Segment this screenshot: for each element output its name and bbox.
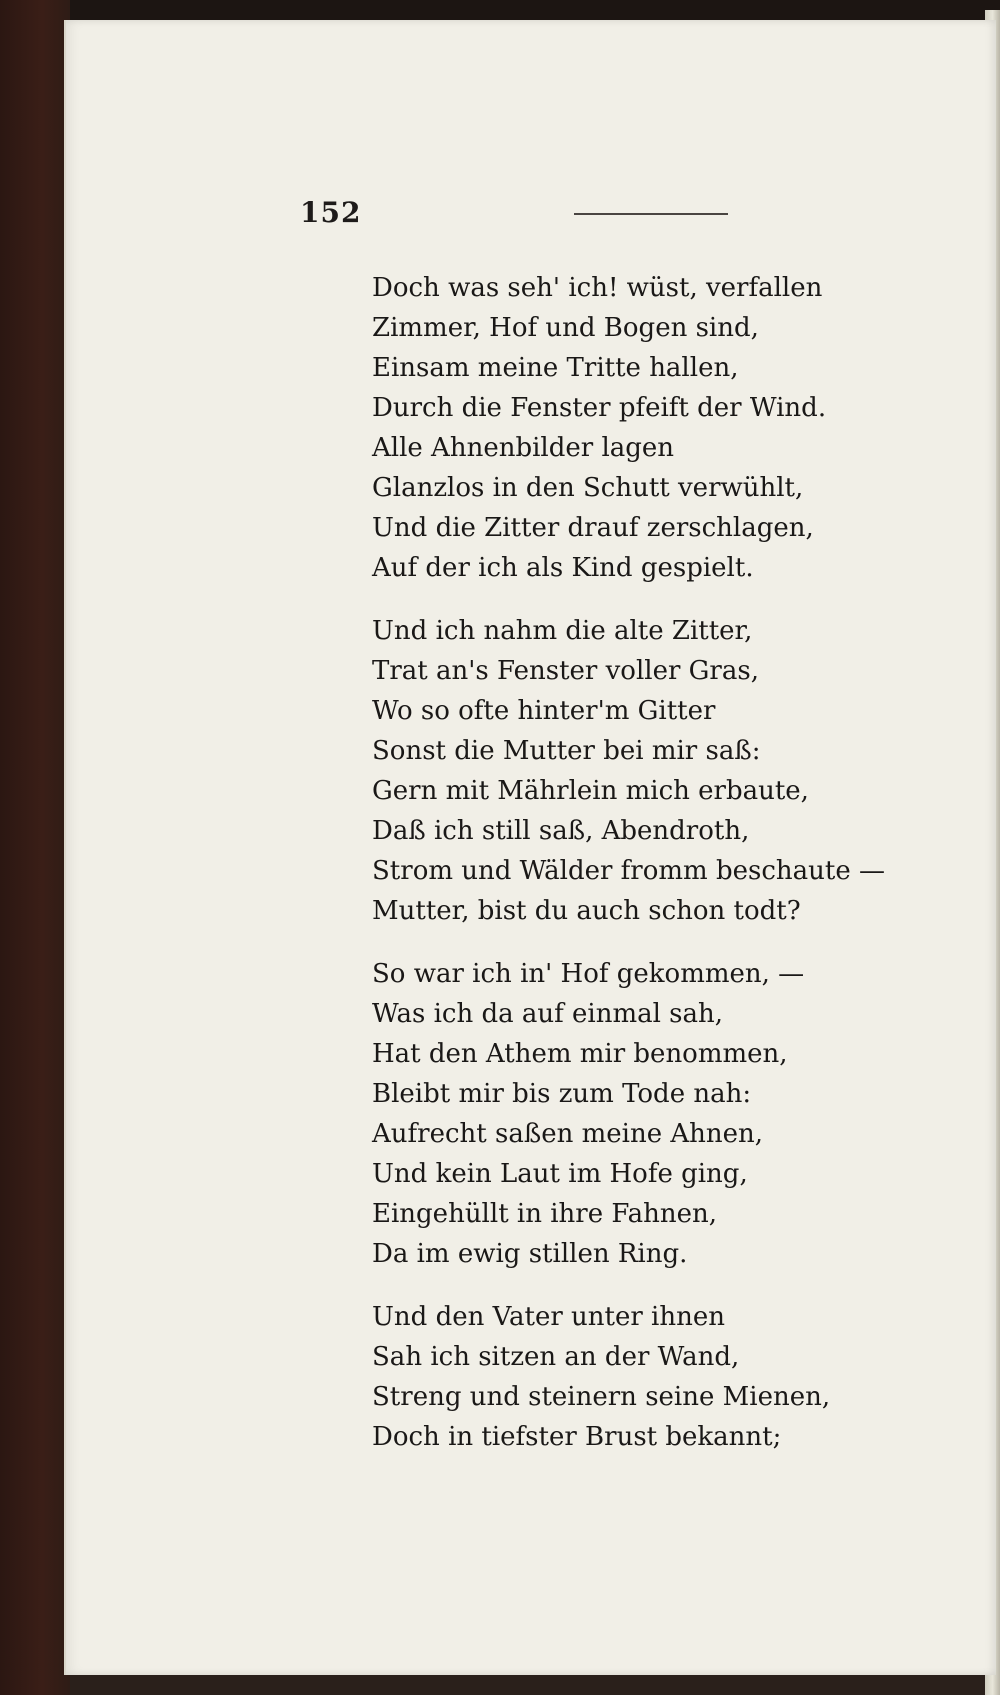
- poem-line: Mutter, bist du auch schon todt?: [372, 896, 801, 926]
- poem-line: Trat an's Fenster voller Gras,: [372, 656, 759, 686]
- poem-line: Hat den Athem mir benommen,: [372, 1039, 788, 1069]
- poem-line: Doch was seh' ich! wüst, verfallen: [372, 273, 823, 303]
- header-rule: [574, 213, 728, 215]
- poem-line: Und die Zitter drauf zerschlagen,: [372, 513, 814, 543]
- poem-line: Einsam meine Tritte hallen,: [372, 353, 739, 383]
- poem-line: So war ich in' Hof gekommen, —: [372, 959, 805, 989]
- stanza-3: [372, 954, 932, 1274]
- poem-line: Gern mit Mährlein mich erbaute,: [372, 776, 809, 806]
- poem-line: Wo so ofte hinter'm Gitter: [372, 696, 716, 726]
- stanza-4: [372, 1297, 932, 1457]
- book-page: [64, 20, 996, 1675]
- poem-line: Daß ich still saß, Abendroth,: [372, 816, 750, 846]
- page-number: 152: [300, 196, 362, 229]
- stanza-2: [372, 611, 932, 931]
- poem-line: Und ich nahm die alte Zitter,: [372, 616, 753, 646]
- poem-line: Doch in tiefster Brust bekannt;: [372, 1422, 782, 1452]
- poem-line: Alle Ahnenbilder lagen: [372, 433, 675, 463]
- poem-line: Was ich da auf einmal sah,: [372, 999, 724, 1029]
- poem-line: Bleibt mir bis zum Tode nah:: [372, 1079, 752, 1109]
- poem-line: Streng und steinern seine Mienen,: [372, 1382, 831, 1412]
- poem-line: Sah ich sitzen an der Wand,: [372, 1342, 740, 1372]
- poem-line: Aufrecht saßen meine Ahnen,: [372, 1119, 764, 1149]
- poem-line: Durch die Fenster pfeift der Wind.: [372, 393, 827, 423]
- stanza-1: [372, 268, 932, 588]
- poem-text: [372, 268, 932, 1457]
- poem-line: Und den Vater unter ihnen: [372, 1302, 725, 1332]
- poem-line: Da im ewig stillen Ring.: [372, 1239, 688, 1269]
- poem-line: Strom und Wälder fromm beschaute —: [372, 856, 885, 886]
- poem-line: Auf der ich als Kind gespielt.: [372, 553, 754, 583]
- poem-line: Zimmer, Hof und Bogen sind,: [372, 313, 759, 343]
- poem-line: Sonst die Mutter bei mir saß:: [372, 736, 761, 766]
- poem-line: Glanzlos in den Schutt verwühlt,: [372, 473, 804, 503]
- poem-line: Und kein Laut im Hofe ging,: [372, 1159, 748, 1189]
- scan-backdrop-left: [0, 0, 70, 1695]
- poem-line: Eingehüllt in ihre Fahnen,: [372, 1199, 718, 1229]
